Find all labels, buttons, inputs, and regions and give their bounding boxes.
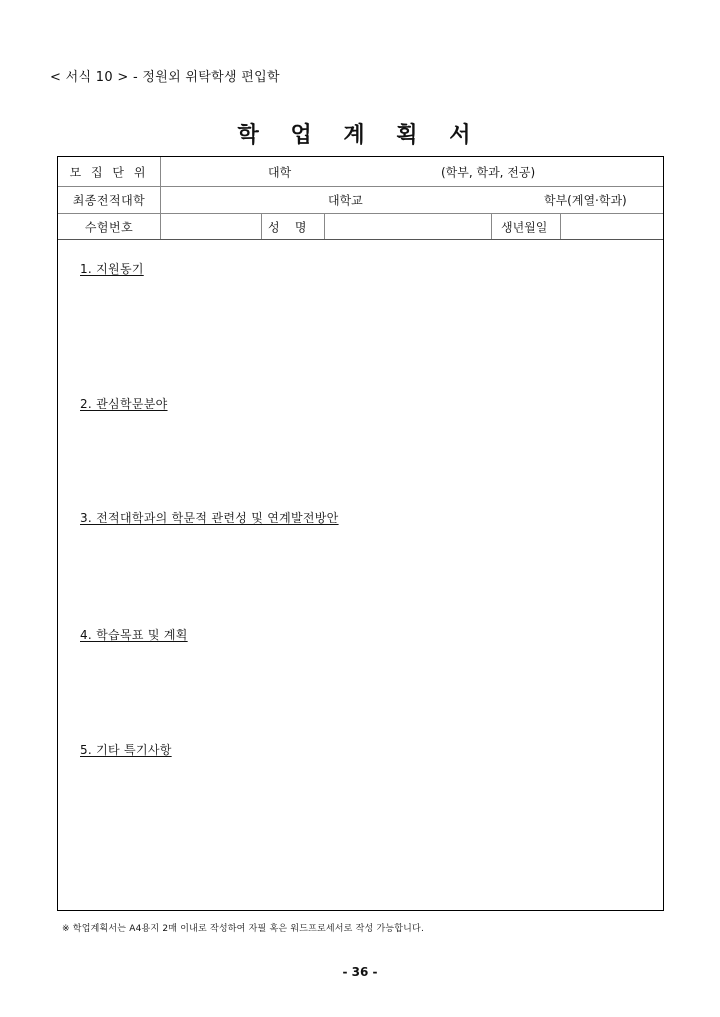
column-divider	[324, 214, 325, 239]
column-divider	[491, 214, 492, 239]
section-academic-relevance: 3. 전적대학과의 학문적 관련성 및 연계발전방안	[80, 511, 339, 525]
document-title: 학 업 계 획 서	[237, 123, 483, 148]
form-header-label: < 서식 10 > - 정원외 위탁학생 편입학	[50, 70, 280, 85]
column-divider	[160, 187, 161, 213]
column-divider	[560, 214, 561, 239]
previous-department-value: 학부(계열·학과)	[544, 193, 627, 208]
footnote: ※ 학업계획서는 A4용지 2매 이내로 작성하여 자필 혹은 워드프로세서로 작성 가능합니다.	[62, 924, 425, 934]
previous-university-row	[58, 187, 663, 214]
page-number: - 36 -	[342, 965, 378, 979]
recruitment-unit-detail: (학부, 학과, 전공)	[441, 165, 536, 179]
column-divider	[160, 214, 161, 239]
name-label: 성 명	[268, 220, 307, 234]
section-other-notes: 5. 기타 특기사항	[80, 743, 172, 757]
column-divider	[160, 157, 161, 186]
recruitment-unit-row	[58, 157, 663, 187]
column-divider	[261, 214, 262, 239]
recruitment-unit-college: 대학	[268, 165, 292, 179]
exam-number-label: 수험번호	[84, 220, 134, 234]
section-study-goals: 4. 학습목표 및 계획	[80, 628, 188, 642]
recruitment-unit-label: 모 집 단 위	[69, 165, 149, 179]
section-motivation: 1. 지원동기	[80, 262, 144, 276]
previous-university-value: 대학교	[328, 193, 363, 208]
section-academic-interest: 2. 관심학문분야	[80, 397, 168, 411]
study-plan-form	[57, 156, 664, 911]
applicant-info-row	[58, 214, 663, 240]
previous-university-label: 최종전적대학	[72, 193, 146, 208]
birth-date-label: 생년월일	[501, 220, 548, 234]
